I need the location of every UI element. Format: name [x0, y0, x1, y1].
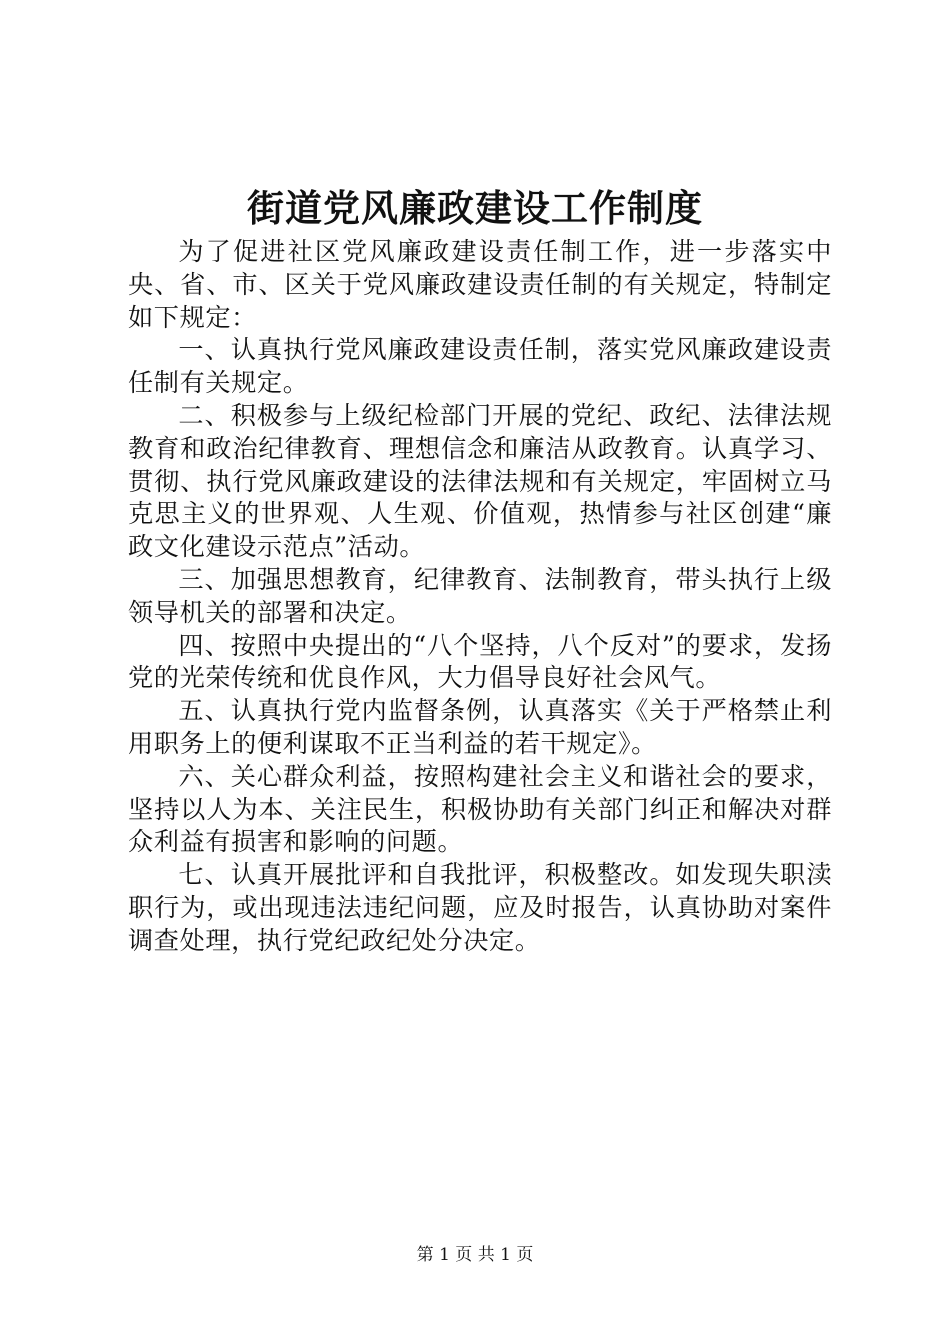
paragraph-item-4: 四、按照中央提出的“八个坚持，八个反对”的要求，发扬党的光荣传统和优良作风，大力倡导良好社会风气。: [128, 630, 832, 693]
paragraph-item-3: 三、加强思想教育，纪律教育、法制教育，带头执行上级领导机关的部署和决定。: [128, 564, 832, 627]
paragraph-item-7: 七、认真开展批评和自我批评，积极整改。如发现失职渎职行为，或出现违法违纪问题，应及时报告，认真协助对案件调查处理，执行党纪政纪处分决定。: [128, 860, 832, 955]
paragraph-item-5: 五、认真执行党内监督条例，认真落实《关于严格禁止利用职务上的便利谋取不正当利益的若干规定》。: [128, 696, 832, 758]
paragraph-item-2: 二、积极参与上级纪检部门开展的党纪、政纪、法律法规教育和政治纪律教育、理想信念和廉洁从政教育。认真学习、贯彻、执行党风廉政建设的法律法规和有关规定，牢固树立马克思主义的世界观、人生观、价值观，热情参与社区创建“廉政文化建设示范点”活动。: [128, 400, 832, 562]
paragraph-intro: 为了促进社区党风廉政建设责任制工作，进一步落实中央、省、市、区关于党风廉政建设责任制的有关规定，特制定如下规定：: [128, 237, 832, 332]
paragraph-item-1: 一、认真执行党风廉政建设责任制，落实党风廉政建设责任制有关规定。: [128, 335, 832, 398]
document-title: 街道党风廉政建设工作制度: [247, 186, 703, 230]
document-body: [128, 236, 832, 958]
paragraph-item-6: 六、关心群众利益，按照构建社会主义和谐社会的要求，坚持以人为本、关注民生，积极协助有关部门纠正和解决对群众利益有损害和影响的问题。: [128, 761, 832, 857]
page-footer: 第 1 页 共 1 页: [416, 1245, 534, 1265]
